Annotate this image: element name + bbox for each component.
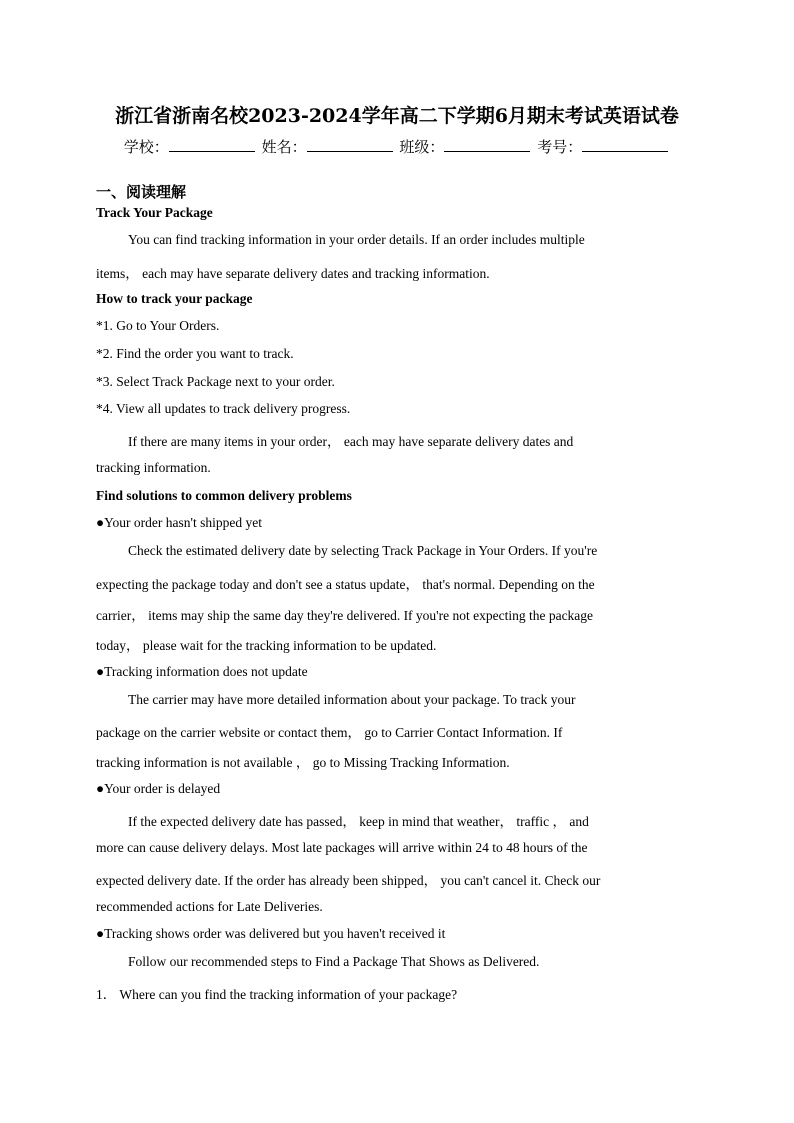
- problem-3-heading: ●Your order is delayed: [96, 781, 221, 796]
- name-label: 姓名：: [261, 138, 307, 156]
- exam-number-label: 考号：: [537, 138, 583, 156]
- exam-number-blank[interactable]: [582, 137, 668, 152]
- problem-1-line-3: carrier， items may ship the same day they're delivered. If you're not expecting the package: [96, 608, 594, 623]
- step-1: *1. Go to Your Orders.: [96, 318, 220, 333]
- problem-3-line-4: recommended actions for Late Deliveries.: [96, 899, 323, 914]
- exam-title: 浙江省浙南名校2023-2024学年高二下学期6月期末考试英语试卷: [115, 105, 679, 127]
- problem-3-line-2: more can cause delivery delays. Most late packages will arrive within 24 to 48 hours of the: [96, 840, 588, 855]
- problem-3-line-1: If the expected delivery date has passed， keep in mind that weather， traffic ， and: [128, 814, 589, 829]
- after-steps-line-2: tracking information.: [96, 460, 211, 475]
- step-4: *4. View all updates to track delivery progress.: [96, 401, 351, 416]
- name-blank[interactable]: [307, 137, 393, 152]
- question-1: 1． Where can you find the tracking information of your package?: [96, 987, 458, 1002]
- problems-heading: Find solutions to common delivery problems: [96, 488, 352, 503]
- after-steps-line-1: If there are many items in your order， each may have separate delivery dates and: [128, 434, 574, 449]
- how-heading: How to track your package: [96, 291, 253, 306]
- problem-2-line-3: tracking information is not available ， go to Missing Tracking Information.: [96, 755, 510, 770]
- intro-line-1: You can find tracking information in your order details. If an order includes multiple: [128, 232, 585, 247]
- problem-1-heading: ●Your order hasn't shipped yet: [96, 515, 262, 530]
- problem-3-line-3: expected delivery date. If the order has already been shipped， you can't cancel it. Check our: [96, 873, 601, 888]
- class-blank[interactable]: [444, 137, 530, 152]
- school-blank[interactable]: [169, 137, 255, 152]
- section-heading: 一、阅读理解: [96, 183, 187, 201]
- problem-2-line-1: The carrier may have more detailed information about your package. To track your: [128, 692, 576, 707]
- problem-1-line-2: expecting the package today and don't see a status update， that's normal. Depending on the: [96, 577, 595, 592]
- step-2: *2. Find the order you want to track.: [96, 346, 294, 361]
- problem-2-heading: ●Tracking information does not update: [96, 664, 308, 679]
- class-label: 班级：: [399, 138, 445, 156]
- student-info-row: [0, 136, 794, 157]
- passage-title: Track Your Package: [96, 205, 213, 220]
- problem-2-line-2: package on the carrier website or contact them， go to Carrier Contact Information. If: [96, 725, 563, 740]
- step-3: *3. Select Track Package next to your order.: [96, 374, 335, 389]
- problem-4-heading: ●Tracking shows order was delivered but you haven't received it: [96, 926, 446, 941]
- school-label: 学校：: [123, 138, 169, 156]
- intro-line-2: items， each may have separate delivery dates and tracking information.: [96, 266, 490, 281]
- problem-1-line-4: today， please wait for the tracking information to be updated.: [96, 638, 437, 653]
- problem-4-line-1: Follow our recommended steps to Find a Package That Shows as Delivered.: [128, 954, 540, 969]
- problem-1-line-1: Check the estimated delivery date by selecting Track Package in Your Orders. If you're: [128, 543, 598, 558]
